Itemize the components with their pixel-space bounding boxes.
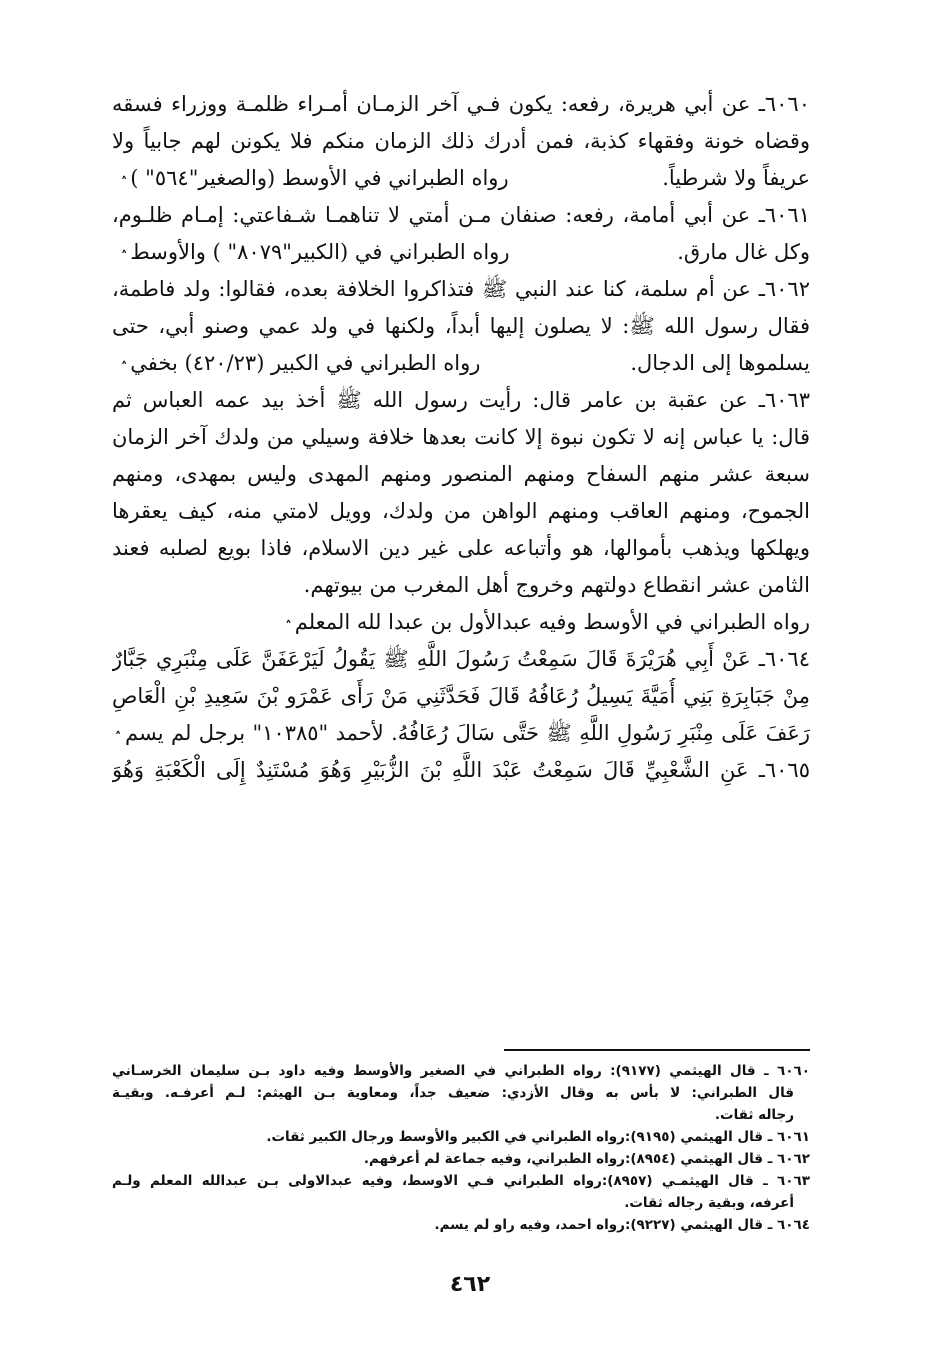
hadith-6062-ending: يسلموها إلى الدجال. [630,351,810,375]
hadith-6063-line-3: سبعة عشر منهم السفاح ومنهم المنصور ومنهم المهدى وليس بمهدى، ومنهم [112,462,810,486]
footnote-6063-line-2: أعرفه، وبقية رجاله ثقات. [624,1195,794,1211]
hadith-6065-line-1: ٦٠٦٥ـ عَنِ الشَّعْبِيِّ قَالَ سَمِعْتُ عَبْدَ اللَّهِ بْنَ الزُّبَيْرِ وَهُوَ مُسْتَنِدٌ إِلَى الْكَعْبَةِ وَهُوَ [112,758,810,782]
footnote-6062: ٦٠٦٢ ـ قال الهيثمي (٨٩٥٤):رواه الطبراني، وفيه جماعة لم أعرفهم. [363,1151,810,1167]
hadith-6060-line-2: وقضاه خونة وفقهاء كذبة، فمن أدرك ذلك الزمان منكم فلا يكونن لهم جابياً ولا [112,129,810,153]
hadith-6060-source: رواه الطبراني في الأوسط (والصغير"٥٦٤" ) ٛ [118,166,509,190]
footnote-6061: ٦٠٦١ ـ قال الهيثمي (٩١٩٥):رواه الطبراني في الكبير والأوسط ورجال الكبير ثقات. [266,1129,810,1145]
footnote-6060-line-1: ٦٠٦٠ ـ قال الهيثمي (٩١٧٧): رواه الطبراني في الصغير والأوسط وفيه داود بـن سليمان الخرسـاني [112,1063,810,1079]
hadith-6063-line-2: قال: يا عباس إنه لا تكون نبوة إلا كانت بعدها خلافة وسيلي من ولدك آخر الزمان [112,425,810,449]
hadith-6063-source: رواه الطبراني في الأوسط وفيه عبدالأول بن عبدا لله المعلم ٛ [282,610,810,634]
footnote-divider [504,1049,810,1051]
hadith-6061-source: رواه الطبراني في (الكبير"٨٠٧٩" ) والأوسط ٛ [118,240,510,264]
hadith-6062-line-3 [112,345,810,382]
hadith-6063-line-1: ٦٠٦٣ـ عن عقبة بن عامر قال: رأيت رسول الله ﷺ أخذ بيد عمه العباس ثم [112,388,810,412]
hadith-6064-line-2: مِنْ جَبَابِرَةِ بَنِي أُمَيَّةَ يَسِيلُ رُعَافُهُ قَالَ فَحَدَّثَنِي مَنْ رَأَى عَمْرَو بْنَ سَعِيدِ بْنِ الْعَاصِ [112,684,810,708]
hadith-6064-line-3: رَعَفَ عَلَى مِنْبَرِ رَسُولِ اللَّهِ ﷺ حَتَّى سَالَ رُعَافُهُ. لأحمد "١٠٣٨٥" برجل لم يسم ٛ [112,721,810,745]
hadith-6061-line-1: ٦٠٦١ـ عن أبي أمامة، رفعه: صنفان مـن أمتي لا تناهمـا شـفاعتي: إمـام ظلـوم، [112,203,810,227]
hadith-6060-line-1: ٦٠٦٠ـ عن أبي هريرة، رفعه: يكون فـي آخر الزمـان أمـراء ظلمـة ووزراء فسقه [112,92,810,116]
hadith-6063-line-6: الثامن عشر انقطاع دولتهم وخروج أهل المغرب من بيوتهم. [303,573,810,597]
hadith-6061-ending: وكل غال مارق. [677,240,810,264]
footnote-6060-line-2: قال الطبراني: لا بأس به وقال الأزدي: ضعيف جداً، ومعاوية بـن الهيثم: لـم أعرفـه. وبقيـة [112,1085,794,1101]
hadith-6060-line-3 [112,160,810,197]
footnote-6063-line-1: ٦٠٦٣ ـ قال الهيثمـي (٨٩٥٧):رواه الطبراني فـي الاوسط، وفيه عبدالاولى بـن عبدالله المعلم ولـم [112,1173,810,1189]
hadith-6063-line-5: ويهلكها ويذهب بأموالها، هو وأتباعه على غير دين الاسلام، فاذا بويع لصلبه فعند [112,536,810,560]
hadith-6062-line-1: ٦٠٦٢ـ عن أم سلمة، كنا عند النبي ﷺ فتذاكروا الخلافة بعده، فقالوا: ولد فاطمة، [112,277,810,301]
footnote-6060-line-3: رجاله ثقات. [714,1107,794,1123]
hadith-6062-line-2: فقال رسول الله ﷺ: لا يصلون إليها أبداً، ولكنها في ولد عمي وصنو أبي، حتى [112,314,810,338]
footnote-6064: ٦٠٦٤ ـ قال الهيثمي (٩٢٢٧):رواه احمد، وفيه راو لم يسم. [434,1217,810,1233]
page-number: ٤٦٢ [449,1272,491,1297]
footnotes [112,1060,810,1236]
hadith-6064-line-1: ٦٠٦٤ـ عَنْ أَبِي هُرَيْرَةَ قَالَ سَمِعْتُ رَسُولَ اللَّهِ ﷺ يَقُولُ لَيَرْعَفَنَّ عَلَى مِنْبَرِي جَبَّارٌ [112,647,810,671]
main-text [112,86,810,789]
hadith-6060-ending: عريفاً ولا شرطياً. [662,166,810,190]
hadith-6063-line-4: الجموح، ومنهم العاقب ومنهم الواهن من ولدك، وويل لامتي منه، كيف يعقرها [112,499,810,523]
hadith-6062-source: رواه الطبراني في الكبير (٤٢٠/٢٣) بخفي ٛ [118,351,481,375]
hadith-6061-line-2 [112,234,810,271]
